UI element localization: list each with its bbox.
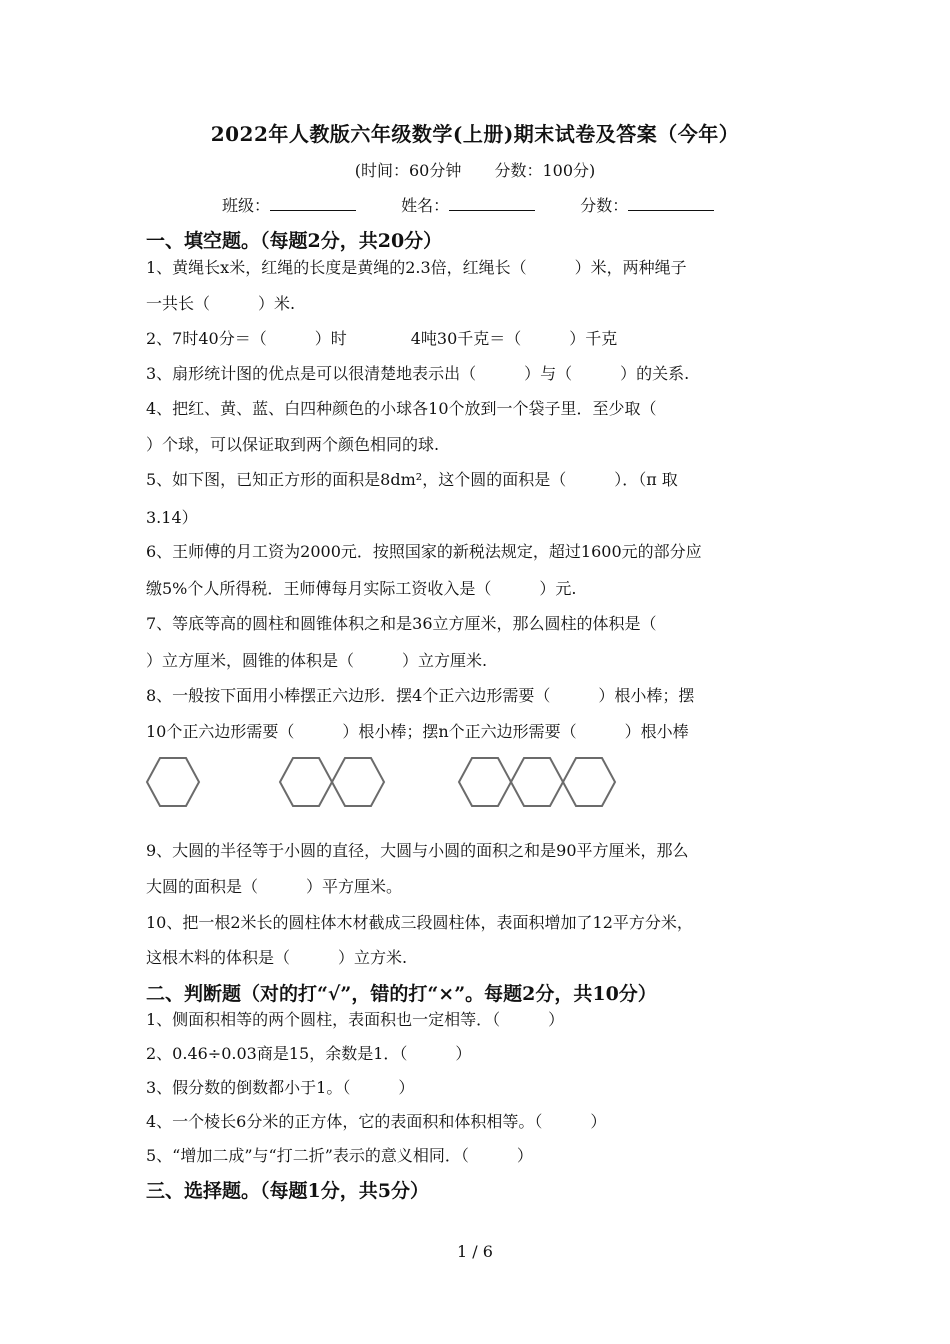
page-title: 2022年人教版六年级数学(上册)期末试卷及答案（今年） [210, 122, 740, 146]
total-score: 分数：100分) [494, 161, 596, 180]
question-line: 1、黄绳长x米，红绳的长度是黄绳的2.3倍，红绳长（ ）米，两种绳子 [146, 258, 687, 277]
question-line: 4、一个棱长6分米的正方体，它的表面积和体积相等。（ ） [146, 1112, 607, 1131]
question-line: 大圆的面积是（ ）平方厘米。 [146, 877, 403, 896]
page-number: 1 / 6 [457, 1242, 493, 1261]
name-blank[interactable] [449, 194, 535, 211]
question-line: ）个球，可以保证取到两个颜色相同的球. [146, 435, 440, 454]
exam-meta [0, 158, 950, 181]
hexagon-shape [147, 758, 199, 806]
question-line: 6、王师傅的月工资为2000元．按照国家的新税法规定，超过1600元的部分应 [146, 542, 702, 561]
hexagon-shape [511, 758, 563, 806]
section-3-heading: 三、选择题。（每题1分，共5分） [146, 1180, 429, 1202]
score-blank[interactable] [628, 194, 714, 211]
question-line: 5、“增加二成”与“打二折”表示的意义相同．（ ） [146, 1146, 533, 1165]
question-line: 这根木料的体积是（ ）立方米. [146, 948, 408, 967]
question-line: 9、大圆的半径等于小圆的直径，大圆与小圆的面积之和是90平方厘米，那么 [146, 841, 689, 860]
hexagon-shape [563, 758, 615, 806]
student-info [222, 193, 754, 216]
question-line: 1、侧面积相等的两个圆柱，表面积也一定相等．（ ） [146, 1010, 565, 1029]
class-blank[interactable] [270, 194, 356, 211]
question-line: 10、把一根2米长的圆柱体木材截成三段圆柱体，表面积增加了12平方分米， [146, 913, 693, 932]
name-label: 姓名： [401, 196, 450, 215]
question-line: 10个正六边形需要（ ）根小棒；摆n个正六边形需要（ ）根小棒 [146, 722, 689, 741]
score-label: 分数： [580, 196, 629, 215]
hexagon-shape [280, 758, 332, 806]
time-limit: (时间：60分钟 [354, 161, 462, 180]
question-line: 3、扇形统计图的优点是可以很清楚地表示出（ ）与（ ）的关系. [146, 364, 690, 383]
question-line: 3、假分数的倒数都小于1。（ ） [146, 1078, 415, 1097]
question-line: ）立方厘米，圆锥的体积是（ ）立方厘米. [146, 651, 488, 670]
section-1-heading: 一、填空题。（每题2分，共20分） [146, 230, 443, 252]
question-line: 缴5%个人所得税．王师傅每月实际工资收入是（ ）元. [146, 579, 577, 598]
hexagon-shape [459, 758, 511, 806]
question-line: 8、一般按下面用小棒摆正六边形．摆4个正六边形需要（ ）根小棒；摆 [146, 686, 695, 705]
question-line: 4、把红、黄、蓝、白四种颜色的小球各10个放到一个袋子里．至少取（ [146, 399, 657, 418]
class-label: 班级： [222, 196, 271, 215]
hexagon-figure [140, 748, 620, 820]
question-line: 7、等底等高的圆柱和圆锥体积之和是36立方厘米，那么圆柱的体积是（ [146, 614, 657, 633]
question-line: 一共长（ ）米. [146, 294, 296, 313]
section-2-heading: 二、判断题（对的打“√”，错的打“×”。每题2分，共10分） [146, 983, 657, 1005]
question-line: 2、7时40分＝（ ）时 4吨30千克＝（ ）千克 [146, 329, 618, 348]
hexagon-shape [332, 758, 384, 806]
question-line: 5、如下图，已知正方形的面积是8dm²，这个圆的面积是（ ）．（π 取 [146, 470, 678, 489]
question-line: 3.14） [146, 508, 198, 527]
question-line: 2、0.46÷0.03商是15，余数是1．（ ） [146, 1044, 472, 1063]
